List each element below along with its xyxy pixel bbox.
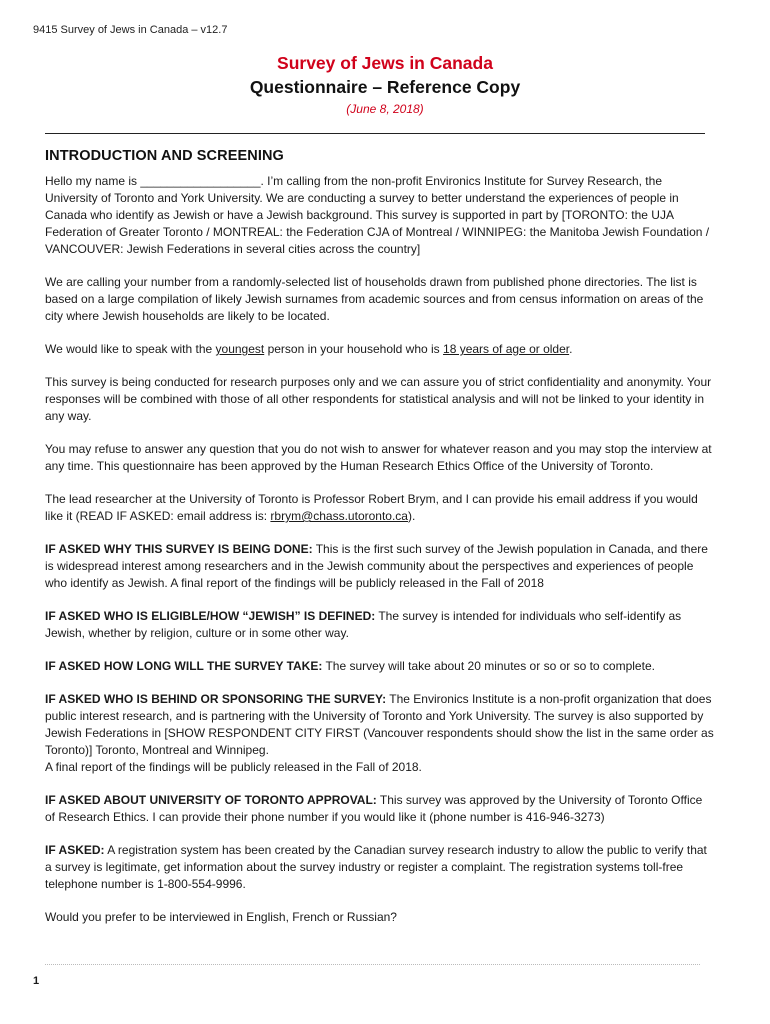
text-span: person in your household who is — [264, 342, 444, 356]
paragraph-duration — [45, 658, 715, 675]
underlined-youngest: youngest — [215, 342, 265, 356]
document-title: Survey of Jews in Canada — [277, 53, 493, 73]
paragraph-introduction: Hello my name is __________________. I’m calling from the non-profit Environics Institute for Survey Research, the University of Toronto and York University. We are conducting a survey to better understand the experiences of people in Canada who identify as Jewish or have a Jewish background. This survey is supported in part by [TORONTO: the UJA Federation of Greater Toronto / MONTREAL: the Federation CJA of Montreal / WINNIPEG: the Manitoba Jewish Foundation / VANCOUVER: Jewish Federations in several cities across the country] — [45, 174, 710, 256]
prompt-label: IF ASKED: — [45, 843, 105, 857]
text-span: The lead researcher at the University of Toronto is Professor Robert Brym, and I can provide his email address if you would like it (READ IF ASKED: email address is: — [45, 492, 698, 523]
paragraph-language: Would you prefer to be interviewed in English, French or Russian? — [45, 910, 397, 924]
paragraph-respondent-selection — [45, 341, 715, 358]
text-span: We would like to speak with the — [45, 342, 216, 356]
prompt-label: IF ASKED HOW LONG WILL THE SURVEY TAKE: — [45, 659, 323, 673]
text-span: A final report of the findings will be publicly released in the Fall of 2018. — [45, 760, 422, 774]
email-link[interactable]: rbrym@chass.utoronto.ca — [270, 509, 408, 523]
title-block — [0, 52, 770, 116]
document-date: (June 8, 2018) — [346, 102, 424, 116]
paragraph-why-survey — [45, 541, 715, 592]
paragraph-refusal: You may refuse to answer any question that you do not wish to answer for whatever reason and you may stop the interview at any time. This questionnaire has been approved by the Human Research Ethics Office of the University of Toronto. — [45, 442, 712, 473]
text-span: This is the first such survey of the Jewish population in Canada, and there is widespread interest among researchers and in the Jewish community about the perspectives and experiences of people who identify as Jewish. A final report of the findings will be publicly released in the Fall of 2018 — [45, 542, 708, 590]
text-span: This survey was approved by the University of Toronto Office of Research Ethics. I can provide their phone number if you would like it (phone number is 416-946-3273) — [45, 793, 703, 824]
paragraph-sponsors — [45, 691, 715, 776]
page-number: 1 — [33, 975, 40, 987]
text-span: . — [569, 342, 573, 356]
paragraph-registration — [45, 842, 715, 893]
prompt-label: IF ASKED WHY THIS SURVEY IS BEING DONE: — [45, 542, 313, 556]
paragraph-confidentiality: This survey is being conducted for research purposes only and we can assure you of strict confidentiality and anonymity. Your responses will be combined with those of all other respondents for statistical analysis and will not be linked to your identity in any way. — [45, 375, 712, 423]
paragraph-eligibility — [45, 608, 715, 642]
paragraph-ethics-approval — [45, 792, 715, 826]
header-divider — [45, 133, 705, 134]
paragraph-lead-researcher — [45, 491, 715, 525]
prompt-label: IF ASKED ABOUT UNIVERSITY OF TORONTO APPROVAL: — [45, 793, 377, 807]
underlined-age: 18 years of age or older — [443, 342, 570, 356]
section-heading: INTRODUCTION AND SCREENING — [45, 148, 284, 164]
text-span: The survey will take about 20 minutes or so or so to complete. — [322, 659, 655, 673]
text-span: The Environics Institute is a non-profit organization that does public interest research, and is partnering with the University of Toronto and York University. The survey is also supported by Jewish Federations in [SHOW RESPONDENT CITY FIRST (Vancouver respondents should show the list in the same order as Toronto)] Toronto, Montreal and Winnipeg. — [45, 692, 714, 757]
footer-divider — [45, 964, 700, 965]
paragraph-sampling: We are calling your number from a randomly-selected list of households drawn from published phone directories. The list is based on a large compilation of likely Jewish surnames from academic sources and from census information on areas of the city where Jewish households are likely to be located. — [45, 275, 704, 323]
document-body — [45, 148, 715, 942]
document-subtitle: Questionnaire – Reference Copy — [249, 77, 521, 97]
text-span: The survey is intended for individuals who self-identify as Jewish, whether by religion, culture or in some other way. — [45, 609, 682, 640]
text-span: A registration system has been created by the Canadian survey research industry to allow the public to verify that a survey is legitimate, get information about the survey industry or register a complaint. The registration systems toll-free telephone number is 1-800-554-9996. — [45, 843, 707, 891]
prompt-label: IF ASKED WHO IS ELIGIBLE/HOW “JEWISH” IS DEFINED: — [45, 609, 376, 623]
prompt-label: IF ASKED WHO IS BEHIND OR SPONSORING THE SURVEY: — [45, 692, 387, 706]
text-span: ). — [407, 509, 416, 523]
running-header: 9415 Survey of Jews in Canada – v12.7 — [33, 24, 228, 36]
